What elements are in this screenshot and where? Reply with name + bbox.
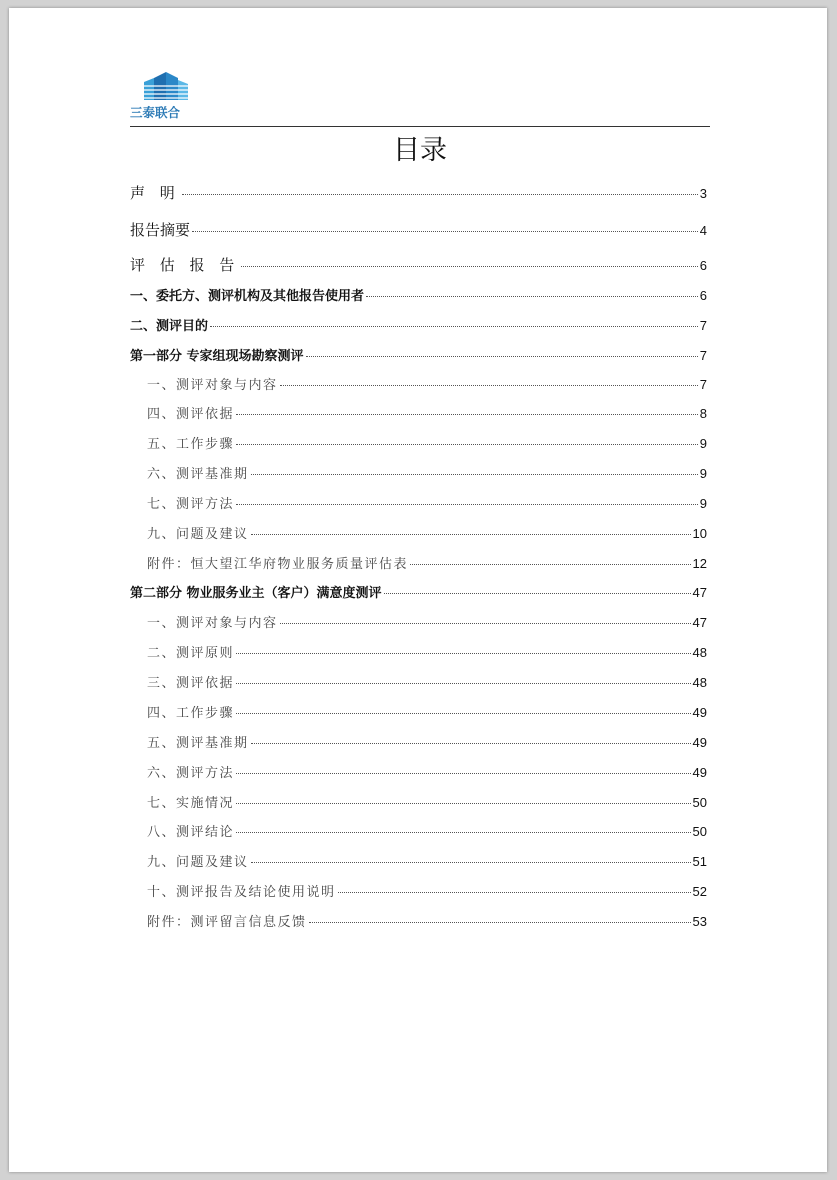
toc-page-number: 49 (692, 735, 707, 750)
toc-leader-dots (182, 194, 698, 195)
toc-page-number: 9 (699, 436, 707, 451)
toc-entry-label: 七、实施情况 (147, 796, 235, 811)
toc-entry-label: 二、测评目的 (130, 319, 209, 334)
toc-entry-label: 第一部分 专家组现场勘察测评 (130, 349, 304, 364)
toc-leader-dots (236, 773, 691, 774)
toc-entry[interactable] (147, 403, 707, 423)
toc-entry[interactable] (147, 732, 707, 752)
toc-page-number: 49 (692, 765, 707, 780)
header-divider (130, 126, 710, 127)
toc-entry-label: 三、测评依据 (147, 676, 235, 691)
toc-entry[interactable] (147, 553, 707, 573)
toc-page-number: 8 (699, 406, 707, 421)
toc-page-number: 4 (699, 223, 707, 238)
logo-text: 三泰联合 (130, 105, 181, 120)
toc-page-number: 10 (692, 526, 707, 541)
toc-leader-dots (236, 653, 691, 654)
toc-leader-dots (251, 862, 691, 863)
toc-page-number: 7 (699, 348, 707, 363)
toc-page-number: 47 (692, 615, 707, 630)
toc-entry-label: 报告摘要 (130, 221, 191, 239)
toc-entry[interactable] (147, 762, 707, 782)
toc-leader-dots (338, 892, 691, 893)
toc-entry[interactable] (147, 523, 707, 543)
toc-leader-dots (236, 832, 691, 833)
toc-entry-label: 四、测评依据 (147, 407, 235, 422)
toc-entry[interactable] (147, 821, 707, 841)
toc-leader-dots (280, 623, 691, 624)
toc-page-number: 52 (692, 884, 707, 899)
toc-entry-label: 十、测评报告及结论使用说明 (147, 885, 336, 900)
toc-page-number: 7 (699, 318, 707, 333)
toc-leader-dots (251, 474, 698, 475)
toc-entry[interactable] (147, 433, 707, 453)
toc-entry-label: 评 估 报 告 (130, 256, 240, 274)
toc-leader-dots (251, 743, 691, 744)
toc-page-number: 50 (692, 795, 707, 810)
toc-entry[interactable] (147, 702, 707, 722)
toc-entry-label: 附件：测评留言信息反馈 (147, 915, 307, 930)
toc-entry[interactable] (147, 374, 707, 394)
toc-page-number: 51 (692, 854, 707, 869)
toc-entry-label: 五、测评基准期 (147, 736, 249, 751)
toc-entry-label: 六、测评基准期 (147, 467, 249, 482)
toc-leader-dots (236, 414, 698, 415)
toc-page-number: 50 (692, 824, 707, 839)
toc-page-number: 49 (692, 705, 707, 720)
toc-entry-label: 九、问题及建议 (147, 527, 249, 542)
toc-entry[interactable] (147, 881, 707, 901)
toc-leader-dots (410, 564, 691, 565)
toc-entry[interactable] (147, 792, 707, 812)
toc-page-number: 47 (692, 585, 707, 600)
document-page (9, 8, 827, 1172)
toc-leader-dots (210, 326, 698, 327)
toc-entry-label: 七、测评方法 (147, 497, 235, 512)
toc-entry[interactable] (147, 672, 707, 692)
toc-entry-label: 一、委托方、测评机构及其他报告使用者 (130, 289, 365, 304)
toc-entry-label: 八、测评结论 (147, 825, 235, 840)
toc-entry-label: 九、问题及建议 (147, 855, 249, 870)
toc-entry-label: 四、工作步骤 (147, 706, 235, 721)
toc-entry[interactable] (147, 642, 707, 662)
toc-page-number: 53 (692, 914, 707, 929)
toc-entry-label: 第二部分 物业服务业主（客户）满意度测评 (130, 586, 382, 601)
toc-title: 目录 (393, 135, 447, 166)
toc-entry-label: 声 明 (130, 184, 180, 202)
company-logo (130, 68, 200, 122)
toc-leader-dots (236, 504, 698, 505)
toc-entry[interactable] (147, 911, 707, 931)
toc-page-number: 48 (692, 675, 707, 690)
toc-entry[interactable] (130, 582, 707, 602)
toc-leader-dots (241, 266, 697, 267)
toc-entry[interactable] (130, 182, 707, 202)
toc-page-number: 12 (692, 556, 707, 571)
toc-page-number: 6 (699, 258, 707, 273)
toc-entry-label: 一、测评对象与内容 (147, 616, 278, 631)
toc-page-number: 9 (699, 496, 707, 511)
toc-entry[interactable] (147, 612, 707, 632)
toc-entry[interactable] (130, 254, 707, 274)
toc-entry[interactable] (130, 315, 707, 335)
toc-entry[interactable] (147, 851, 707, 871)
toc-entry-label: 附件：恒大望江华府物业服务质量评估表 (147, 557, 409, 572)
toc-page-number: 9 (699, 466, 707, 481)
toc-page-number: 7 (699, 377, 707, 392)
toc-leader-dots (366, 296, 698, 297)
toc-entry[interactable] (130, 345, 707, 365)
toc-leader-dots (236, 713, 691, 714)
toc-leader-dots (236, 803, 691, 804)
toc-entry-label: 二、测评原则 (147, 646, 235, 661)
toc-leader-dots (192, 231, 698, 232)
toc-page-number: 48 (692, 645, 707, 660)
toc-entry-label: 一、测评对象与内容 (147, 378, 278, 393)
toc-entry-label: 五、工作步骤 (147, 437, 235, 452)
toc-page-number: 6 (699, 288, 707, 303)
toc-leader-dots (384, 593, 691, 594)
toc-entry[interactable] (147, 493, 707, 513)
toc-entry[interactable] (147, 463, 707, 483)
toc-page-number: 3 (699, 186, 707, 201)
toc-entry[interactable] (130, 219, 707, 239)
toc-leader-dots (251, 534, 691, 535)
toc-leader-dots (280, 385, 698, 386)
toc-leader-dots (306, 356, 698, 357)
toc-leader-dots (236, 444, 698, 445)
toc-entry-label: 六、测评方法 (147, 766, 235, 781)
toc-leader-dots (309, 922, 691, 923)
toc-entry[interactable] (130, 285, 707, 305)
toc-leader-dots (236, 683, 691, 684)
building-logo-icon (130, 68, 200, 102)
